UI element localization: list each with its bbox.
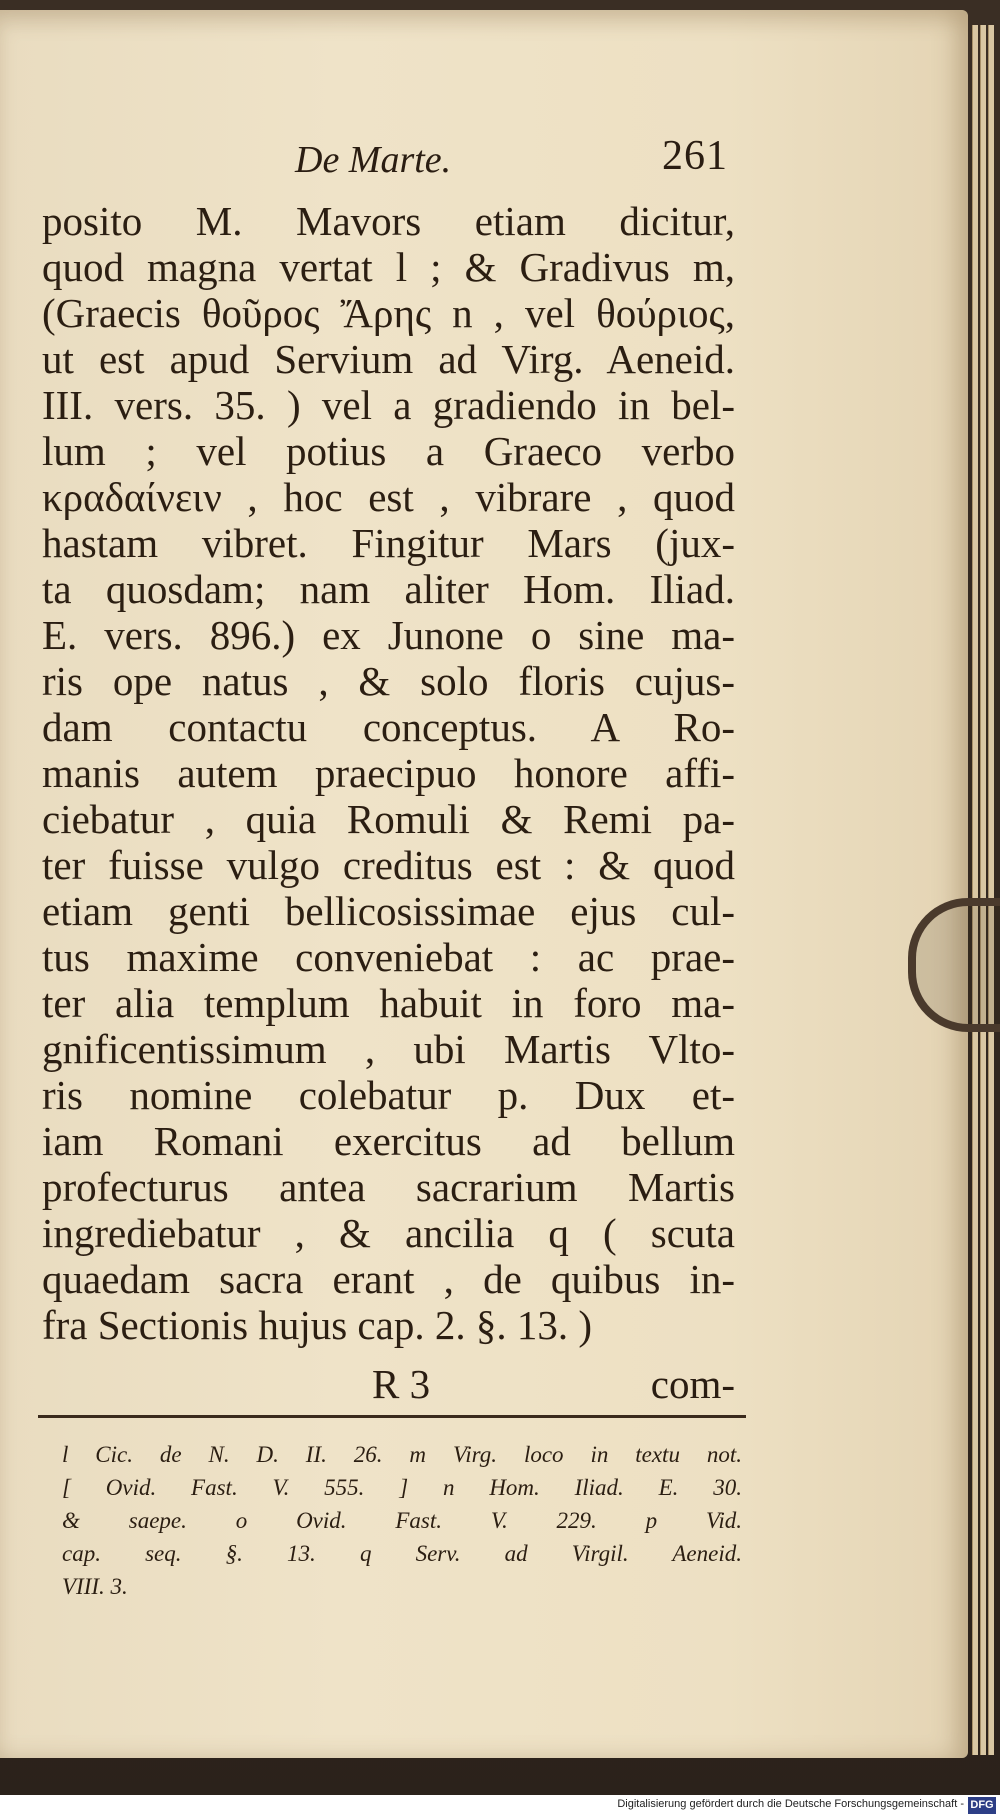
page-header (0, 130, 968, 190)
footnotes (62, 1438, 742, 1603)
body-text (42, 198, 735, 1348)
body-line: ta quosdam; nam aliter Hom. Iliad. (42, 566, 735, 612)
body-line: manis autem praecipuo honore affi- (42, 750, 735, 796)
body-line: iam Romani exercitus ad bellum (42, 1118, 735, 1164)
dfg-logo: DFG (968, 1797, 996, 1814)
body-line: profecturus antea sacrarium Martis (42, 1164, 735, 1210)
body-line: quaedam sacra erant , de quibus in- (42, 1256, 735, 1302)
body-line: ter fuisse vulgo creditus est : & quod (42, 842, 735, 888)
book-page (0, 10, 968, 1758)
body-line: κραδαίνειν , hoc est , vibrare , quod (42, 474, 735, 520)
body-line: dam contactu conceptus. A Ro- (42, 704, 735, 750)
body-line: III. vers. 35. ) vel a gradiendo in bel- (42, 382, 735, 428)
footer-credit: Digitalisierung gefördert durch die Deutsche Forschungsgemeinschaft - (617, 1798, 964, 1810)
body-line: ter alia templum habuit in foro ma- (42, 980, 735, 1026)
body-line: tus maxime conveniebat : ac prae- (42, 934, 735, 980)
body-line: fra Sectionis hujus cap. 2. §. 13. ) (42, 1302, 592, 1348)
footnote-rule (38, 1415, 746, 1418)
body-line: ris ope natus , & solo floris cujus- (42, 658, 735, 704)
body-line: etiam genti bellicosissimae ejus cul- (42, 888, 735, 934)
body-line: ciebatur , quia Romuli & Remi pa- (42, 796, 735, 842)
body-line: gnificentissimum , ubi Martis Vlto- (42, 1026, 735, 1072)
body-line: ut est apud Servium ad Virg. Aeneid. (42, 336, 735, 382)
footnote-line: & saepe. o Ovid. Fast. V. 229. p Vid. (62, 1508, 742, 1533)
running-title: De Marte. (295, 139, 452, 181)
catchline (42, 1360, 735, 1406)
signature-mark: R 3 (372, 1361, 431, 1407)
footnote-line: VIII. 3. (62, 1574, 128, 1599)
body-line: E. vers. 896.) ex Junone o sine ma- (42, 612, 735, 658)
page-edge (972, 25, 978, 1755)
footnote-line: cap. seq. §. 13. q Serv. ad Virgil. Aeneid. (62, 1541, 742, 1566)
digitization-footer (0, 1795, 1000, 1817)
footnote-line: l Cic. de N. D. II. 26. m Virg. loco in textu not. (62, 1442, 742, 1467)
page-edge (980, 25, 986, 1755)
footnote-line: [ Ovid. Fast. V. 555. ] n Hom. Iliad. E. 30. (62, 1475, 742, 1500)
body-line: ingrediebatur , & ancilia q ( scuta (42, 1210, 735, 1256)
page-number: 261 (662, 133, 728, 179)
page-edge (988, 25, 994, 1755)
body-line: (Graecis θοῦρος Ἄρης n , vel θούριος, (42, 290, 735, 336)
body-line: posito M. Mavors etiam dicitur, (42, 198, 735, 244)
body-line: quod magna vertat l ; & Gradivus m, (42, 244, 735, 290)
body-line: hastam vibret. Fingitur Mars (jux- (42, 520, 735, 566)
body-line: lum ; vel potius a Graeco verbo (42, 428, 735, 474)
catchword: com- (650, 1361, 735, 1407)
body-line: ris nomine colebatur p. Dux et- (42, 1072, 735, 1118)
